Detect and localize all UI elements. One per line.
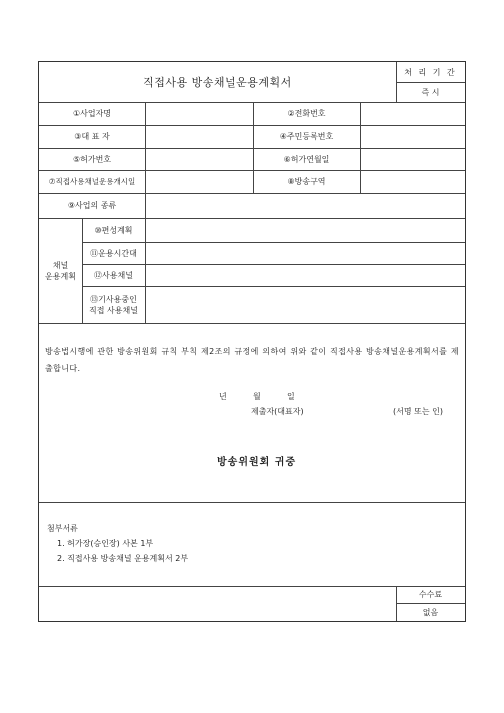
date-day: 일 [287,392,295,401]
existing-channel-label-line1: ⑬기사용중인 [90,294,137,304]
broadcast-area-label: ⑧방송구역 [287,177,326,186]
operation-start-value[interactable] [145,170,253,193]
date-month: 월 [253,392,261,401]
existing-channel-label-line2: 직접 사용채널 [89,305,138,315]
license-date-label: ⑥허가연월일 [283,154,330,164]
operating-hours-label: ⑪운용시간대 [90,248,137,258]
business-type-label: ⑨사업의 종류 [67,201,117,210]
broadcast-area-value[interactable] [360,170,465,193]
resident-number-value[interactable] [360,125,465,148]
application-form [38,61,466,622]
signature-label: (서명 또는 인) [393,407,443,416]
fee-value: 없음 [422,607,439,617]
fee-label: 수수료 [418,590,443,599]
license-date-value[interactable] [360,148,465,170]
divider [39,502,465,503]
channel-plan-label [39,218,82,323]
business-type-value[interactable] [145,193,465,218]
declaration-text: 방송법시행에 관한 방송위원회 규칙 부칙 제2조의 규정에 의하여 위와 같이 직접사용 방송채널운용계획서를 제출합니다. [45,347,459,373]
representative-label: ③대 표 자 [74,132,110,141]
form-title: 직접사용 방송채널운용계획서 [143,75,292,89]
license-number-label: ⑤허가번호 [72,154,112,164]
date-year: 년 [219,392,227,401]
resident-number-label: ④주민등록번호 [279,132,334,141]
recipient: 방송위원회 귀중 [217,457,297,468]
attachments-heading: 첨부서류 [47,524,78,533]
processing-period-value: 즉 시 [421,87,440,97]
attachment-item: 1. 허가장(승인장) 사본 1부 [57,539,154,548]
processing-period-label: 처 리 기 간 [404,67,457,77]
channel-used-label: ⑫사용채널 [94,270,133,280]
business-name-label: ①사업자명 [72,109,112,118]
divider [39,323,465,324]
representative-value[interactable] [145,125,253,148]
operation-start-label: ⑦직접사용채널운용개시일 [48,177,136,186]
existing-channel-value[interactable] [145,286,465,323]
phone-label: ②전화번호 [287,109,326,118]
channel-plan-label-line1: 채널 [52,260,69,270]
attachment-item: 2. 직접사용 방송채널 운용계획서 2부 [57,554,189,563]
programming-plan-value[interactable] [145,218,465,242]
channel-used-value[interactable] [145,264,465,286]
license-number-value[interactable] [145,148,253,170]
programming-plan-label: ⑩편성계획 [94,225,133,235]
existing-channel-label [82,286,145,323]
operating-hours-value[interactable] [145,242,465,264]
business-name-value[interactable] [145,102,253,125]
submitter-label: 제출자(대표자) [251,407,304,416]
phone-value[interactable] [360,102,465,125]
channel-plan-label-line2: 운용계획 [45,271,76,281]
